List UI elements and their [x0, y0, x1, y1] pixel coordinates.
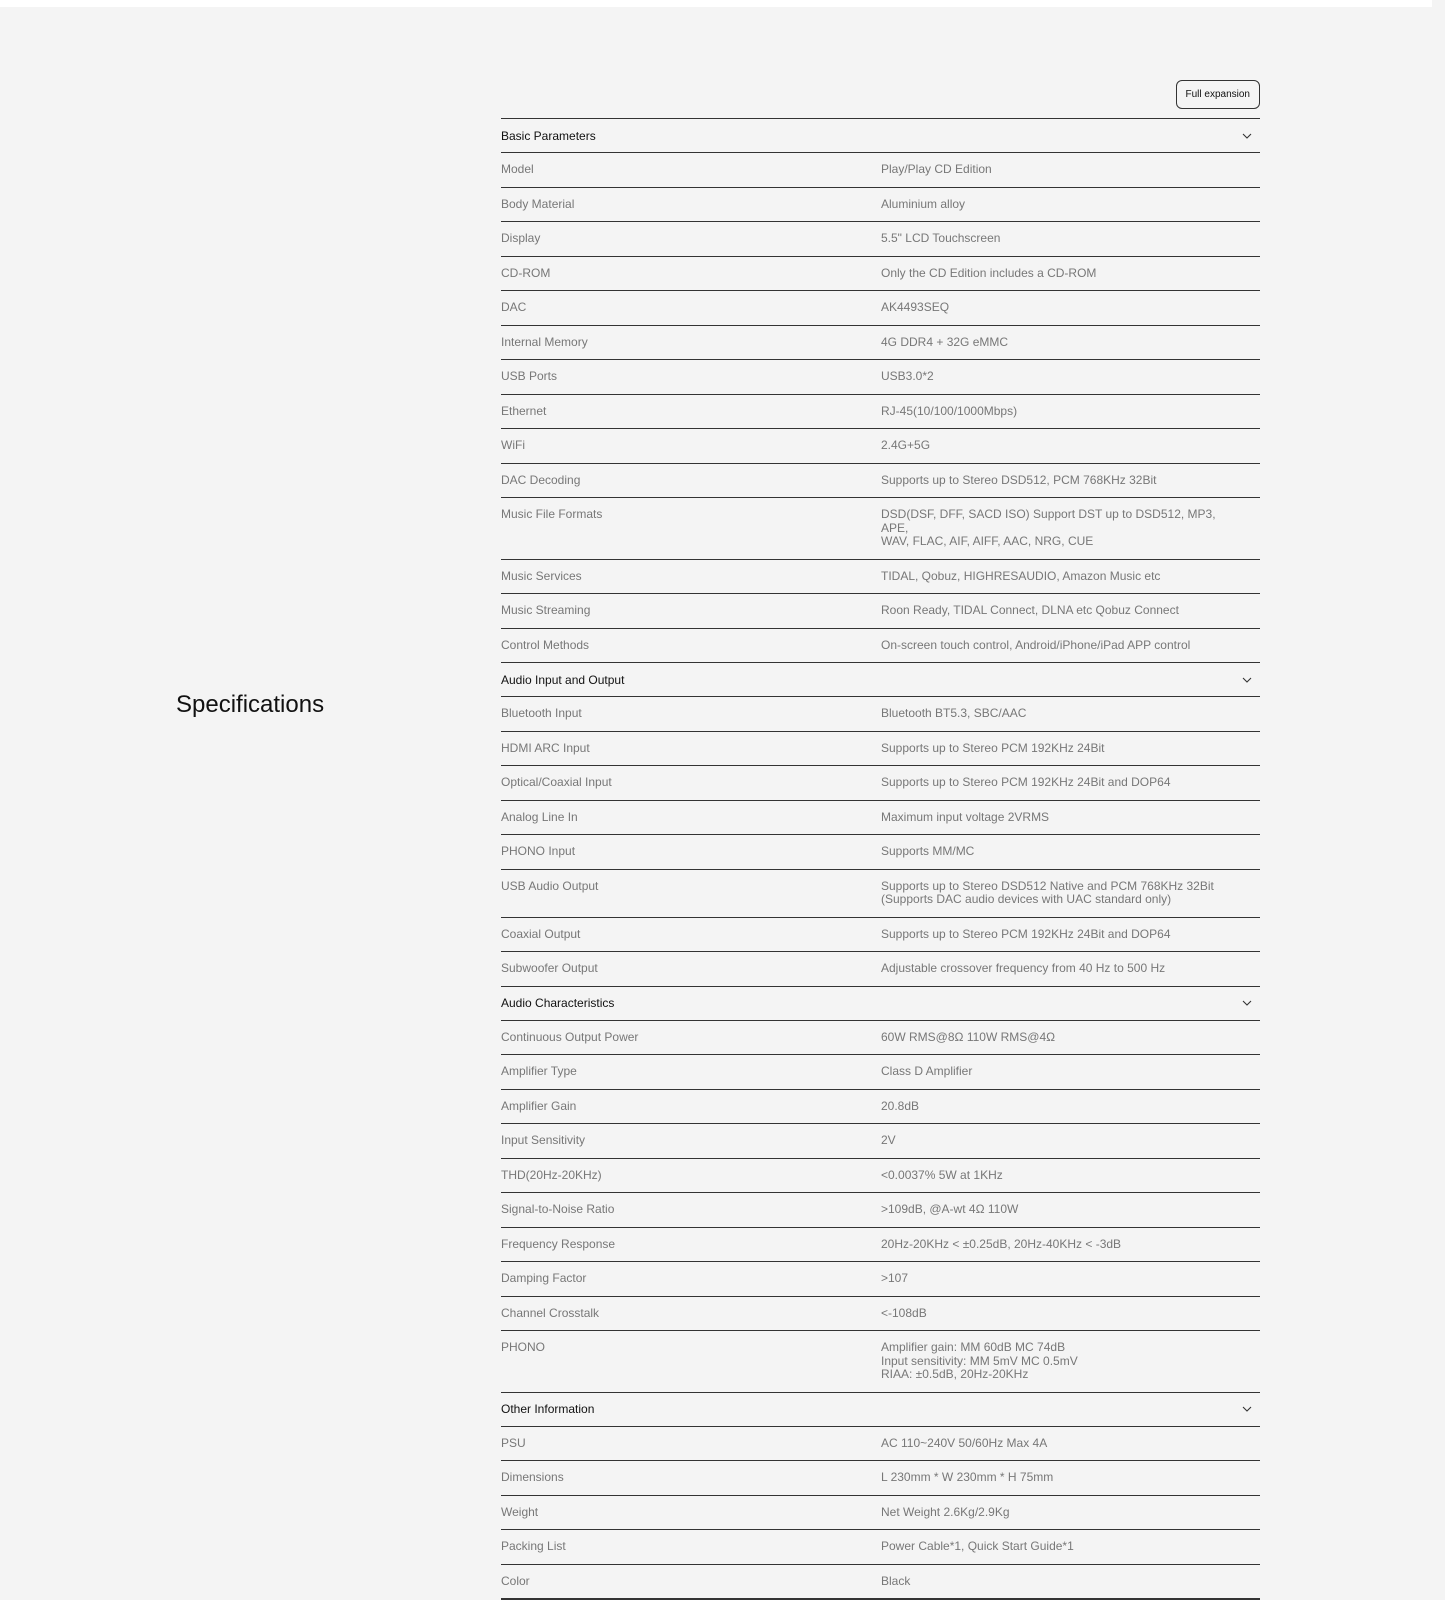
spec-label: Frequency Response	[501, 1238, 881, 1252]
spec-row	[501, 1158, 1260, 1193]
spec-row	[501, 187, 1260, 222]
section-title: Audio Characteristics	[501, 996, 614, 1010]
full-expansion-button[interactable]: Full expansion	[1176, 80, 1260, 109]
spec-row	[501, 1296, 1260, 1331]
section-title: Basic Parameters	[501, 129, 596, 143]
spec-label: Color	[501, 1575, 881, 1589]
spec-label: PHONO Input	[501, 845, 881, 859]
spec-label: DAC Decoding	[501, 474, 881, 488]
top-bar	[0, 0, 1432, 7]
spec-label: Display	[501, 232, 881, 246]
spec-row	[501, 1123, 1260, 1158]
spec-value: Aluminium alloy	[881, 198, 1260, 212]
chevron-down-icon[interactable]	[1240, 1402, 1254, 1416]
spec-row	[501, 497, 1260, 559]
spec-value: Roon Ready, TIDAL Connect, DLNA etc Qobuz Connect	[881, 604, 1260, 618]
section-title: Other Information	[501, 1402, 594, 1416]
spec-value: AK4493SEQ	[881, 301, 1260, 315]
spec-value: 4G DDR4 + 32G eMMC	[881, 336, 1260, 350]
spec-row	[501, 463, 1260, 498]
spec-value: Adjustable crossover frequency from 40 Hz to 500 Hz	[881, 962, 1260, 976]
spec-label: Coaxial Output	[501, 928, 881, 942]
spec-row	[501, 1020, 1260, 1055]
spec-label: Subwoofer Output	[501, 962, 881, 976]
spec-value: Supports up to Stereo PCM 192KHz 24Bit and DOP64	[881, 776, 1260, 790]
spec-row	[501, 765, 1260, 800]
spec-label: Control Methods	[501, 639, 881, 653]
spec-value: Only the CD Edition includes a CD-ROM	[881, 267, 1260, 281]
spec-label: DAC	[501, 301, 881, 315]
spec-row	[501, 917, 1260, 952]
spec-label: Amplifier Type	[501, 1065, 881, 1079]
spec-section	[501, 662, 1260, 986]
section-header[interactable]	[501, 119, 1260, 152]
spec-label: Weight	[501, 1506, 881, 1520]
spec-value: 60W RMS@8Ω 110W RMS@4Ω	[881, 1031, 1260, 1045]
spec-label: Music Services	[501, 570, 881, 584]
spec-value: Supports up to Stereo PCM 192KHz 24Bit	[881, 742, 1260, 756]
chevron-down-icon[interactable]	[1240, 129, 1254, 143]
chevron-down-icon[interactable]	[1240, 673, 1254, 687]
spec-value: <-108dB	[881, 1307, 1260, 1321]
spec-value: Net Weight 2.6Kg/2.9Kg	[881, 1506, 1260, 1520]
spec-value: 20Hz-20KHz < ±0.25dB, 20Hz-40KHz < -3dB	[881, 1238, 1260, 1252]
spec-label: Music File Formats	[501, 508, 881, 549]
spec-label: CD-ROM	[501, 267, 881, 281]
spec-value: USB3.0*2	[881, 370, 1260, 384]
spec-row	[501, 1460, 1260, 1495]
spec-row	[501, 290, 1260, 325]
section-rows	[501, 152, 1260, 662]
spec-row	[501, 428, 1260, 463]
spec-label: Packing List	[501, 1540, 881, 1554]
section-rows	[501, 696, 1260, 986]
spec-label: Body Material	[501, 198, 881, 212]
spec-row	[501, 1089, 1260, 1124]
spec-value: 2V	[881, 1134, 1260, 1148]
spec-label: Optical/Coaxial Input	[501, 776, 881, 790]
spec-row	[501, 869, 1260, 917]
spec-label: PSU	[501, 1437, 881, 1451]
section-header[interactable]	[501, 987, 1260, 1020]
spec-value: L 230mm * W 230mm * H 75mm	[881, 1471, 1260, 1485]
spec-value: Black	[881, 1575, 1260, 1589]
spec-value: Maximum input voltage 2VRMS	[881, 811, 1260, 825]
section-header[interactable]	[501, 1393, 1260, 1426]
spec-value: <0.0037% 5W at 1KHz	[881, 1169, 1260, 1183]
spec-row	[501, 731, 1260, 766]
spec-label: Continuous Output Power	[501, 1031, 881, 1045]
spec-section	[501, 1392, 1260, 1600]
spec-value: 5.5" LCD Touchscreen	[881, 232, 1260, 246]
panel-toolbar	[501, 80, 1260, 118]
chevron-down-icon[interactable]	[1240, 996, 1254, 1010]
spec-row	[501, 628, 1260, 663]
spec-row	[501, 325, 1260, 360]
spec-row	[501, 1564, 1260, 1599]
spec-row	[501, 1192, 1260, 1227]
spec-row	[501, 834, 1260, 869]
section-rows	[501, 1426, 1260, 1599]
spec-row	[501, 359, 1260, 394]
spec-label: Music Streaming	[501, 604, 881, 618]
spec-value: TIDAL, Qobuz, HIGHRESAUDIO, Amazon Music etc	[881, 570, 1260, 584]
spec-sections	[501, 118, 1260, 1600]
spec-row	[501, 1330, 1260, 1392]
spec-label: Ethernet	[501, 405, 881, 419]
spec-label: THD(20Hz-20KHz)	[501, 1169, 881, 1183]
page-title: Specifications	[176, 690, 324, 720]
spec-value: Play/Play CD Edition	[881, 163, 1260, 177]
spec-value: Bluetooth BT5.3, SBC/AAC	[881, 707, 1260, 721]
spec-row	[501, 1426, 1260, 1461]
section-rows	[501, 1020, 1260, 1392]
spec-value: 20.8dB	[881, 1100, 1260, 1114]
spec-label: Damping Factor	[501, 1272, 881, 1286]
spec-label: Input Sensitivity	[501, 1134, 881, 1148]
spec-row	[501, 1227, 1260, 1262]
spec-section	[501, 118, 1260, 662]
spec-row	[501, 951, 1260, 986]
spec-label: Bluetooth Input	[501, 707, 881, 721]
spec-row	[501, 221, 1260, 256]
spec-value: Supports MM/MC	[881, 845, 1260, 859]
spec-value: DSD(DSF, DFF, SACD ISO) Support DST up to DSD512, MP3, APE, WAV, FLAC, AIF, AIFF, AAC, NRG, CUE	[881, 508, 1260, 549]
spec-row	[501, 559, 1260, 594]
section-header[interactable]	[501, 663, 1260, 696]
spec-row	[501, 256, 1260, 291]
spec-row	[501, 1529, 1260, 1564]
spec-value: Amplifier gain: MM 60dB MC 74dB Input sensitivity: MM 5mV MC 0.5mV RIAA: ±0.5dB, 20Hz-20KHz	[881, 1341, 1260, 1382]
spec-value: RJ-45(10/100/1000Mbps)	[881, 405, 1260, 419]
spec-label: PHONO	[501, 1341, 881, 1382]
spec-value: Power Cable*1, Quick Start Guide*1	[881, 1540, 1260, 1554]
spec-row	[501, 800, 1260, 835]
spec-row	[501, 696, 1260, 731]
spec-row	[501, 1261, 1260, 1296]
spec-row	[501, 152, 1260, 187]
spec-value: On-screen touch control, Android/iPhone/iPad APP control	[881, 639, 1260, 653]
spec-label: WiFi	[501, 439, 881, 453]
spec-value: Supports up to Stereo DSD512 Native and PCM 768KHz 32Bit (Supports DAC audio devices with UAC standard only)	[881, 880, 1260, 907]
spec-value: AC 110~240V 50/60Hz Max 4A	[881, 1437, 1260, 1451]
spec-label: Internal Memory	[501, 336, 881, 350]
spec-label: HDMI ARC Input	[501, 742, 881, 756]
spec-value: 2.4G+5G	[881, 439, 1260, 453]
spec-label: USB Ports	[501, 370, 881, 384]
spec-label: USB Audio Output	[501, 880, 881, 907]
section-title: Audio Input and Output	[501, 673, 624, 687]
spec-value: >109dB, @A-wt 4Ω 110W	[881, 1203, 1260, 1217]
spec-row	[501, 1054, 1260, 1089]
spec-row	[501, 593, 1260, 628]
spec-value: Class D Amplifier	[881, 1065, 1260, 1079]
spec-row	[501, 394, 1260, 429]
spec-value: Supports up to Stereo PCM 192KHz 24Bit and DOP64	[881, 928, 1260, 942]
spec-label: Model	[501, 163, 881, 177]
spec-row	[501, 1495, 1260, 1530]
spec-section	[501, 986, 1260, 1392]
spec-value: Supports up to Stereo DSD512, PCM 768KHz 32Bit	[881, 474, 1260, 488]
spec-label: Dimensions	[501, 1471, 881, 1485]
spec-label: Channel Crosstalk	[501, 1307, 881, 1321]
spec-panel	[501, 80, 1260, 1600]
spec-label: Signal-to-Noise Ratio	[501, 1203, 881, 1217]
spec-label: Amplifier Gain	[501, 1100, 881, 1114]
spec-label: Analog Line In	[501, 811, 881, 825]
spec-value: >107	[881, 1272, 1260, 1286]
